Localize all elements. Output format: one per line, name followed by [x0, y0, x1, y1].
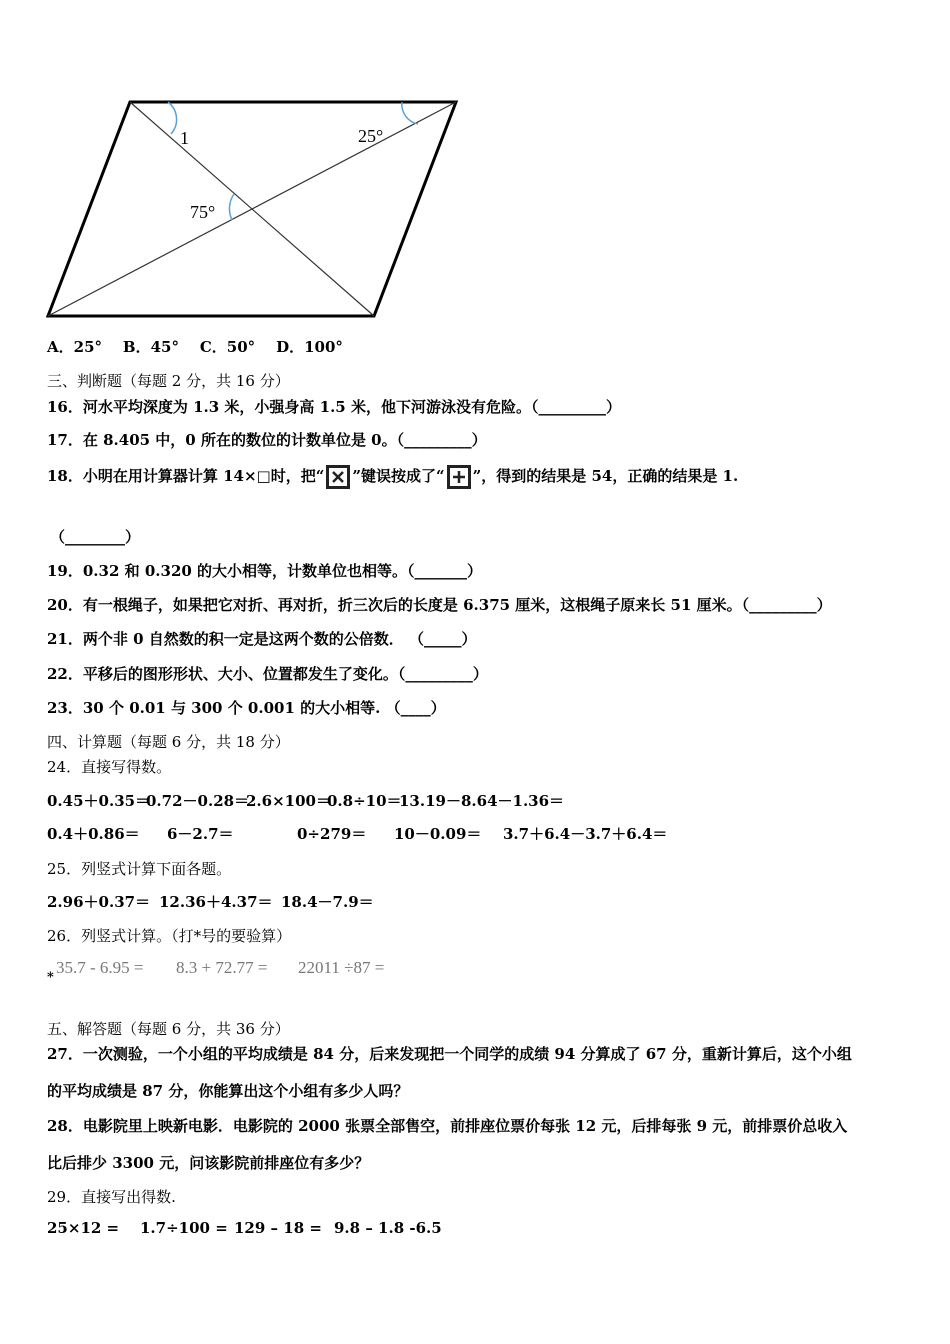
question-18-part1: 18．小明在用计算器计算 14×□时，把“ — [47, 467, 325, 485]
q24-item: 2.6×100＝ — [246, 792, 331, 810]
q29-item: 1.7÷100 = — [140, 1219, 228, 1237]
option-a: A．25° — [47, 338, 103, 356]
diagonal-2 — [48, 102, 456, 316]
q29-item: 129 – 18 = — [234, 1219, 322, 1237]
section-4-heading: 四、计算题（每题 6 分，共 18 分） — [47, 733, 290, 751]
question-21: 21．两个非 0 自然数的积一定是这两个数的公倍数． （_____） — [47, 630, 477, 648]
question-18-part3: ”，得到的结果是 54，正确的结果是 1. — [472, 467, 739, 485]
q24-item: 0.72－0.28＝ — [146, 792, 250, 810]
question-16: 16．河水平均深度为 1.3 米，小强身高 1.5 米，他下河游泳没有危险。（_________） — [47, 398, 621, 416]
question-28-line2: 比后排少 3300 元，问该影院前排座位有多少？ — [47, 1154, 370, 1172]
parallelogram-figure — [40, 92, 470, 324]
q24-item: 13.19－8.64－1.36＝ — [399, 792, 565, 810]
question-18 — [47, 465, 738, 489]
q24-item: 0.4＋0.86＝ — [47, 825, 140, 843]
angle-75-label: 75° — [190, 202, 216, 222]
answer-options — [47, 336, 343, 357]
q24-item: 0.45＋0.35＝ — [47, 792, 151, 810]
q25-item: 12.36＋4.37＝ — [159, 893, 273, 911]
question-17: 17．在 8.405 中，0 所在的数位的计数单位是 0。（_________） — [47, 431, 487, 449]
question-25-title: 25．列竖式计算下面各题。 — [47, 860, 232, 878]
plus-key-icon — [447, 465, 471, 489]
q26-item: 8.3 + 72.77 = — [176, 958, 268, 977]
angle-75-arc — [229, 194, 234, 220]
angle-1-arc — [168, 102, 177, 134]
question-29-title: 29．直接写出得数. — [47, 1188, 176, 1206]
option-c: C．50° — [199, 338, 256, 356]
question-23: 23．30 个 0.01 与 300 个 0.001 的大小相等. （____） — [47, 699, 446, 717]
option-b: B．45° — [122, 338, 179, 356]
angle-1-label: 1 — [180, 128, 189, 148]
q24-item: 0.8÷10＝ — [327, 792, 402, 810]
q24-item: 10－0.09＝ — [394, 825, 482, 843]
q26-item: 22011 ÷87 = — [298, 958, 385, 977]
angle-25-label: 25° — [358, 126, 384, 146]
question-22: 22．平移后的图形形状、大小、位置都发生了变化。（_________） — [47, 665, 488, 683]
q24-item: 3.7＋6.4－3.7＋6.4＝ — [503, 825, 668, 843]
question-26-title: 26．列竖式计算。（打*号的要验算） — [47, 927, 292, 945]
q25-item: 18.4－7.9＝ — [281, 893, 374, 911]
section-3-heading: 三、判断题（每题 2 分，共 16 分） — [47, 372, 290, 390]
question-24-title: 24．直接写得数。 — [47, 758, 172, 776]
section-5-heading: 五、解答题（每题 6 分，共 36 分） — [47, 1020, 290, 1038]
q29-item: 9.8 – 1.8 -6.5 — [334, 1219, 442, 1237]
question-28-line1: 28．电影院里上映新电影．电影院的 2000 张票全部售空，前排座位票价每张 12 元，后排每张 9 元，前排票价总收入 — [47, 1117, 848, 1135]
angle-25-arc — [402, 102, 418, 124]
q29-item: 25×12 = — [47, 1219, 120, 1237]
question-27-line1: 27．一次测验，一个小组的平均成绩是 84 分，后来发现把一个同学的成绩 94 分算成了 67 分，重新计算后，这个小组 — [47, 1045, 852, 1063]
q24-item: 6－2.7＝ — [167, 825, 234, 843]
question-18-part2: ”键误按成了“ — [352, 467, 445, 485]
q26-star: * — [47, 970, 54, 985]
question-20: 20．有一根绳子，如果把它对折、再对折，折三次后的长度是 6.375 厘米，这根绳子原来长 51 厘米。（_________） — [47, 596, 832, 614]
option-d: D．100° — [276, 338, 343, 356]
q24-item: 0÷279＝ — [297, 825, 367, 843]
question-18-blank: （________） — [50, 528, 141, 546]
q26-item: 35.7 - 6.95 = — [56, 958, 144, 977]
q25-item: 2.96＋0.37＝ — [47, 893, 151, 911]
question-27-line2: 的平均成绩是 87 分，你能算出这个小组有多少人吗？ — [47, 1082, 409, 1100]
times-key-icon — [326, 465, 350, 489]
question-19: 19．0.32 和 0.320 的大小相等，计数单位也相等。（_______） — [47, 562, 483, 580]
